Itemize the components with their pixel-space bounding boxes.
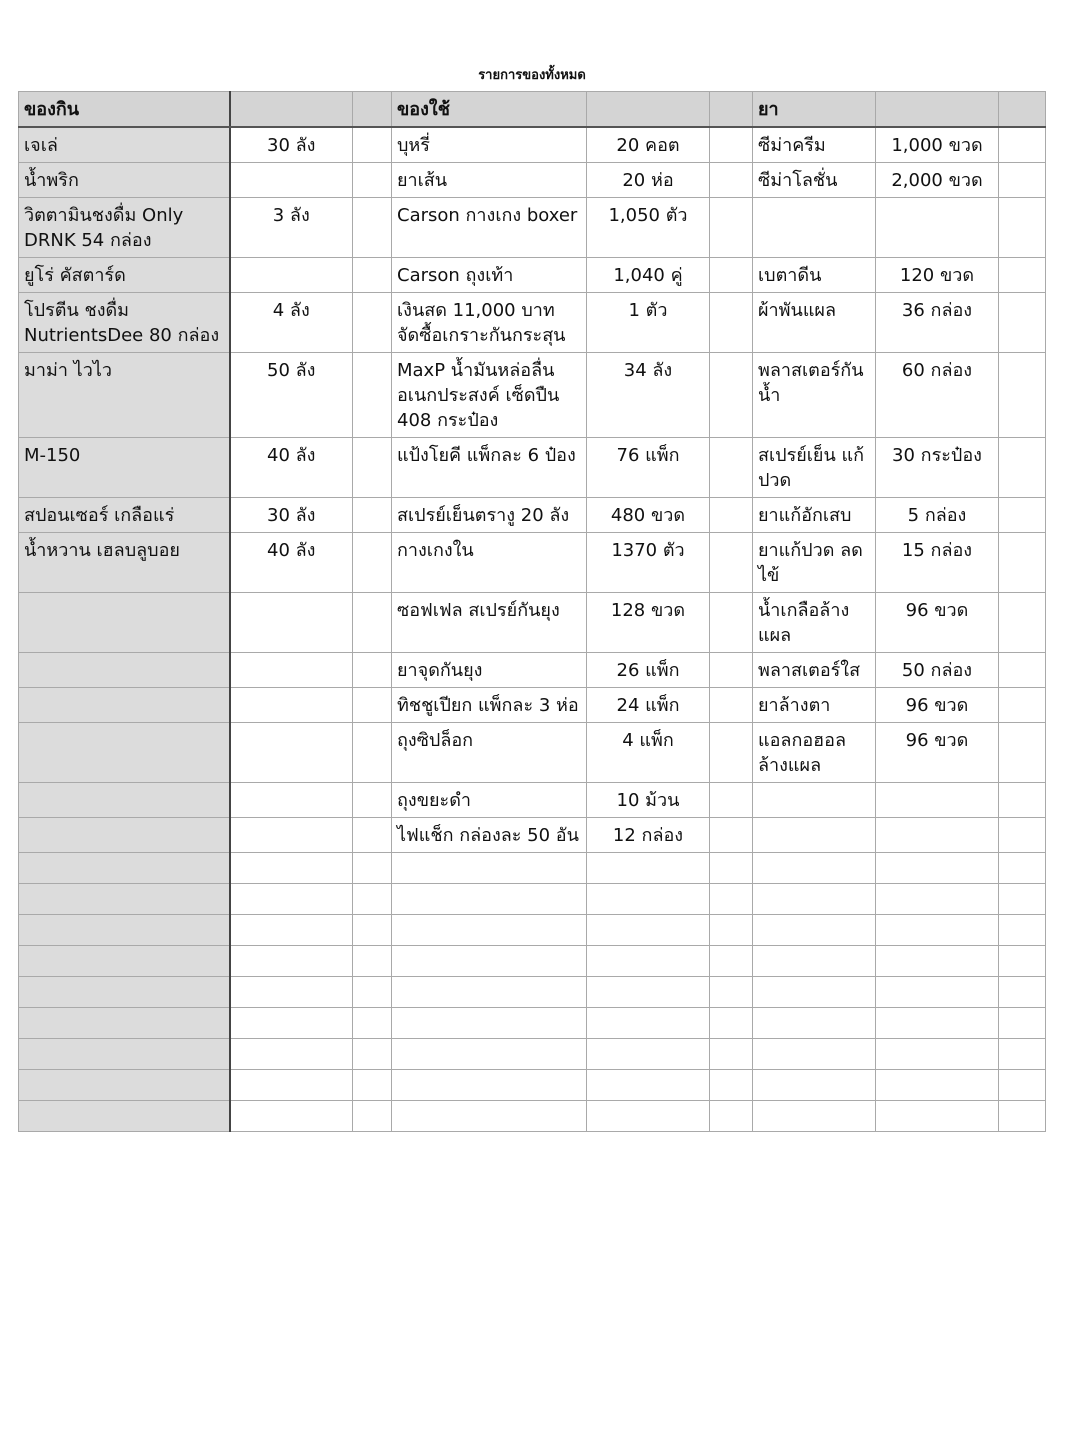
supplies-name-cell[interactable]: กางเกงใน [392,533,587,593]
empty-cell[interactable] [999,946,1046,977]
medicine-qty-cell[interactable] [876,198,999,258]
empty-cell[interactable] [876,1008,999,1039]
spacer-cell[interactable] [999,653,1046,688]
spacer-cell[interactable] [710,258,753,293]
empty-cell[interactable] [876,1070,999,1101]
empty-cell[interactable] [230,884,353,915]
empty-cell[interactable] [753,1039,876,1070]
food-name-cell[interactable] [19,688,230,723]
spacer-cell[interactable] [353,533,392,593]
table-row [19,783,1046,818]
table-row [19,127,1046,163]
empty-cell[interactable] [392,1101,587,1132]
spacer-cell[interactable] [353,818,392,853]
empty-row [19,853,1046,884]
empty-row [19,1039,1046,1070]
food-qty-cell[interactable]: 40 ลัง [230,438,353,498]
empty-cell[interactable] [353,853,392,884]
empty-cell[interactable] [999,1070,1046,1101]
empty-cell[interactable] [999,853,1046,884]
empty-cell[interactable] [392,915,587,946]
spacer-cell[interactable] [353,198,392,258]
empty-cell[interactable] [19,1070,230,1101]
medicine-name-cell[interactable] [753,783,876,818]
empty-cell[interactable] [353,1101,392,1132]
spacer-cell[interactable] [710,593,753,653]
food-qty-cell[interactable] [230,653,353,688]
medicine-name-cell[interactable]: ยาล้างตา [753,688,876,723]
food-name-cell[interactable]: น้ำหวาน เฮลบลูบอย [19,533,230,593]
supplies-qty-cell[interactable]: 480 ขวด [587,498,710,533]
table-row [19,438,1046,498]
medicine-name-cell[interactable]: สเปรย์เย็น แก้ปวด [753,438,876,498]
medicine-qty-cell[interactable]: 120 ขวด [876,258,999,293]
supplies-qty-cell[interactable]: 20 คอต [587,127,710,163]
table-row [19,533,1046,593]
empty-cell[interactable] [710,915,753,946]
empty-cell[interactable] [587,853,710,884]
header-medicine[interactable]: ยา [753,92,876,128]
spacer-cell[interactable] [999,258,1046,293]
spacer-cell[interactable] [710,818,753,853]
supplies-name-cell[interactable]: ยาเส้น [392,163,587,198]
supplies-qty-cell[interactable]: 128 ขวด [587,593,710,653]
food-name-cell[interactable]: มาม่า ไวไว [19,353,230,438]
empty-row [19,884,1046,915]
empty-cell[interactable] [230,1070,353,1101]
empty-cell[interactable] [999,1039,1046,1070]
empty-cell[interactable] [710,1039,753,1070]
supplies-qty-cell[interactable]: 34 ลัง [587,353,710,438]
empty-cell[interactable] [353,946,392,977]
spacer-cell[interactable] [999,593,1046,653]
medicine-name-cell[interactable]: ยาแก้อักเสบ [753,498,876,533]
spacer-cell[interactable] [353,127,392,163]
spacer-cell[interactable] [999,498,1046,533]
empty-cell[interactable] [587,946,710,977]
header-empty-cell[interactable] [230,92,353,128]
empty-cell[interactable] [876,915,999,946]
medicine-qty-cell[interactable]: 30 กระป๋อง [876,438,999,498]
empty-cell[interactable] [753,1070,876,1101]
header-supplies[interactable]: ของใช้ [392,92,587,128]
food-name-cell[interactable]: วิตตามินชงดื่ม Only DRNK 54 กล่อง [19,198,230,258]
empty-cell[interactable] [353,1008,392,1039]
header-empty-cell[interactable] [353,92,392,128]
food-name-cell[interactable] [19,818,230,853]
medicine-qty-cell[interactable]: 96 ขวด [876,688,999,723]
medicine-qty-cell[interactable]: 50 กล่อง [876,653,999,688]
supplies-qty-cell[interactable]: 1,040 คู่ [587,258,710,293]
empty-cell[interactable] [353,977,392,1008]
table-row [19,163,1046,198]
empty-cell[interactable] [753,915,876,946]
empty-cell[interactable] [876,977,999,1008]
empty-row [19,1101,1046,1132]
medicine-name-cell[interactable]: พลาสเตอร์ใส [753,653,876,688]
supplies-name-cell[interactable]: MaxP น้ำมันหล่อลื่นอเนกประสงค์ เซ็ดปืน 408 กระป๋อง [392,353,587,438]
food-qty-cell[interactable] [230,163,353,198]
empty-cell[interactable] [392,884,587,915]
header-food[interactable]: ของกิน [19,92,230,128]
food-name-cell[interactable] [19,783,230,818]
medicine-name-cell[interactable] [753,198,876,258]
empty-cell[interactable] [230,946,353,977]
empty-cell[interactable] [587,884,710,915]
header-row [19,92,1046,128]
header-empty-cell[interactable] [710,92,753,128]
spacer-cell[interactable] [999,723,1046,783]
medicine-name-cell[interactable]: ผ้าพันแผล [753,293,876,353]
food-name-cell[interactable] [19,593,230,653]
empty-cell[interactable] [710,884,753,915]
food-qty-cell[interactable] [230,723,353,783]
empty-cell[interactable] [876,884,999,915]
empty-row [19,915,1046,946]
supplies-name-cell[interactable]: แป้งโยคี แพ็กละ 6 ป๋อง [392,438,587,498]
medicine-name-cell[interactable]: น้ำเกลือล้างแผล [753,593,876,653]
empty-cell[interactable] [230,853,353,884]
empty-cell[interactable] [19,853,230,884]
spacer-cell[interactable] [353,653,392,688]
supplies-name-cell[interactable]: ไฟแช็ก กล่องละ 50 อัน [392,818,587,853]
empty-row [19,1070,1046,1101]
empty-cell[interactable] [753,853,876,884]
food-name-cell[interactable] [19,653,230,688]
empty-cell[interactable] [19,915,230,946]
spacer-cell[interactable] [710,293,753,353]
spacer-cell[interactable] [353,163,392,198]
supplies-name-cell[interactable]: เงินสด 11,000 บาท จัดซื้อเกราะกันกระสุน [392,293,587,353]
supplies-qty-cell[interactable]: 20 ห่อ [587,163,710,198]
table-row [19,498,1046,533]
supplies-name-cell[interactable]: ถุงซิปล็อก [392,723,587,783]
empty-cell[interactable] [587,977,710,1008]
empty-cell[interactable] [587,1039,710,1070]
empty-cell[interactable] [230,1008,353,1039]
spacer-cell[interactable] [999,353,1046,438]
medicine-qty-cell[interactable]: 36 กล่อง [876,293,999,353]
empty-cell[interactable] [710,1101,753,1132]
empty-cell[interactable] [999,1101,1046,1132]
spacer-cell[interactable] [353,593,392,653]
medicine-qty-cell[interactable]: 60 กล่อง [876,353,999,438]
spacer-cell[interactable] [999,127,1046,163]
spacer-cell[interactable] [999,818,1046,853]
table-row [19,688,1046,723]
food-name-cell[interactable]: เจเล่ [19,127,230,163]
supplies-name-cell[interactable]: ทิชชูเปียก แพ็กละ 3 ห่อ [392,688,587,723]
table-row [19,353,1046,438]
empty-cell[interactable] [392,1039,587,1070]
spacer-cell[interactable] [999,163,1046,198]
empty-cell[interactable] [19,977,230,1008]
food-qty-cell[interactable]: 40 ลัง [230,533,353,593]
spacer-cell[interactable] [999,438,1046,498]
medicine-name-cell[interactable]: เบตาดีน [753,258,876,293]
spacer-cell[interactable] [710,498,753,533]
spacer-cell[interactable] [710,438,753,498]
food-name-cell[interactable] [19,723,230,783]
spacer-cell[interactable] [353,688,392,723]
empty-cell[interactable] [876,1039,999,1070]
empty-cell[interactable] [392,946,587,977]
empty-cell[interactable] [587,915,710,946]
spacer-cell[interactable] [999,198,1046,258]
supplies-name-cell[interactable]: Carson กางเกง boxer [392,198,587,258]
medicine-name-cell[interactable]: ซีม่าโลชั่น [753,163,876,198]
spacer-cell[interactable] [710,723,753,783]
spacer-cell[interactable] [710,533,753,593]
empty-cell[interactable] [587,1101,710,1132]
medicine-name-cell[interactable]: ซีม่าครีม [753,127,876,163]
supplies-name-cell[interactable]: ถุงขยะดำ [392,783,587,818]
spacer-cell[interactable] [710,783,753,818]
empty-cell[interactable] [353,1070,392,1101]
supplies-name-cell[interactable]: ซอฟเฟล สเปรย์กันยุง [392,593,587,653]
header-empty-cell[interactable] [876,92,999,128]
empty-cell[interactable] [999,977,1046,1008]
medicine-qty-cell[interactable]: 15 กล่อง [876,533,999,593]
supplies-qty-cell[interactable]: 26 แพ็ก [587,653,710,688]
supplies-qty-cell[interactable]: 10 ม้วน [587,783,710,818]
empty-cell[interactable] [19,1101,230,1132]
table-row [19,593,1046,653]
empty-row [19,977,1046,1008]
spacer-cell[interactable] [999,688,1046,723]
empty-cell[interactable] [587,1008,710,1039]
empty-cell[interactable] [753,977,876,1008]
spacer-cell[interactable] [710,127,753,163]
supplies-qty-cell[interactable]: 24 แพ็ก [587,688,710,723]
items-table [18,91,1046,1132]
food-name-cell[interactable]: น้ำพริก [19,163,230,198]
medicine-name-cell[interactable]: แอลกอฮอล ล้างแผล [753,723,876,783]
spacer-cell[interactable] [353,723,392,783]
empty-cell[interactable] [230,1039,353,1070]
table-row [19,258,1046,293]
supplies-name-cell[interactable]: ยาจุดกันยุง [392,653,587,688]
empty-cell[interactable] [876,853,999,884]
spacer-cell[interactable] [999,293,1046,353]
supplies-qty-cell[interactable]: 1 ตัว [587,293,710,353]
food-qty-cell[interactable]: 50 ลัง [230,353,353,438]
medicine-qty-cell[interactable] [876,818,999,853]
spacer-cell[interactable] [710,198,753,258]
spacer-cell[interactable] [710,653,753,688]
header-empty-cell[interactable] [999,92,1046,128]
spacer-cell[interactable] [710,688,753,723]
empty-cell[interactable] [19,1039,230,1070]
header-empty-cell[interactable] [587,92,710,128]
medicine-qty-cell[interactable]: 5 กล่อง [876,498,999,533]
empty-cell[interactable] [876,946,999,977]
table-row [19,818,1046,853]
spacer-cell[interactable] [353,498,392,533]
food-name-cell[interactable]: โปรตีน ชงดื่ม NutrientsDee 80 กล่อง [19,293,230,353]
medicine-name-cell[interactable]: พลาสเตอร์กันน้ำ [753,353,876,438]
supplies-name-cell[interactable]: สเปรย์เย็นตรางู 20 ลัง [392,498,587,533]
spacer-cell[interactable] [353,293,392,353]
empty-cell[interactable] [999,1008,1046,1039]
spacer-cell[interactable] [353,783,392,818]
empty-cell[interactable] [710,1070,753,1101]
food-name-cell[interactable]: ยูโร่ คัสตาร์ด [19,258,230,293]
empty-cell[interactable] [19,884,230,915]
food-qty-cell[interactable] [230,783,353,818]
empty-cell[interactable] [753,946,876,977]
empty-row [19,1008,1046,1039]
spacer-cell[interactable] [999,533,1046,593]
medicine-qty-cell[interactable] [876,783,999,818]
empty-cell[interactable] [999,915,1046,946]
empty-cell[interactable] [753,1008,876,1039]
food-qty-cell[interactable]: 3 ลัง [230,198,353,258]
empty-cell[interactable] [392,1008,587,1039]
food-qty-cell[interactable] [230,688,353,723]
spacer-cell[interactable] [999,783,1046,818]
food-qty-cell[interactable]: 30 ลัง [230,127,353,163]
supplies-qty-cell[interactable]: 4 แพ็ก [587,723,710,783]
food-qty-cell[interactable] [230,818,353,853]
spacer-cell[interactable] [710,163,753,198]
supplies-qty-cell[interactable]: 1,050 ตัว [587,198,710,258]
table-row [19,723,1046,783]
supplies-name-cell[interactable]: Carson ถุงเท้า [392,258,587,293]
supplies-qty-cell[interactable]: 1370 ตัว [587,533,710,593]
spacer-cell[interactable] [353,353,392,438]
empty-cell[interactable] [710,977,753,1008]
medicine-qty-cell[interactable]: 96 ขวด [876,593,999,653]
empty-cell[interactable] [710,853,753,884]
medicine-name-cell[interactable]: ยาแก้ปวด ลดไข้ [753,533,876,593]
empty-cell[interactable] [353,915,392,946]
medicine-qty-cell[interactable]: 1,000 ขวด [876,127,999,163]
empty-cell[interactable] [876,1101,999,1132]
food-name-cell[interactable]: สปอนเซอร์ เกลือแร่ [19,498,230,533]
food-qty-cell[interactable] [230,593,353,653]
empty-cell[interactable] [353,1039,392,1070]
empty-cell[interactable] [710,946,753,977]
supplies-qty-cell[interactable]: 12 กล่อง [587,818,710,853]
supplies-name-cell[interactable]: บุหรี่ [392,127,587,163]
empty-cell[interactable] [753,1101,876,1132]
empty-cell[interactable] [392,1070,587,1101]
food-qty-cell[interactable]: 30 ลัง [230,498,353,533]
empty-cell[interactable] [999,884,1046,915]
empty-cell[interactable] [19,946,230,977]
supplies-qty-cell[interactable]: 76 แพ็ก [587,438,710,498]
table-row [19,293,1046,353]
empty-cell[interactable] [19,1008,230,1039]
table-row [19,198,1046,258]
medicine-name-cell[interactable] [753,818,876,853]
empty-cell[interactable] [392,977,587,1008]
table-row [19,653,1046,688]
empty-cell[interactable] [710,1008,753,1039]
food-name-cell[interactable]: M-150 [19,438,230,498]
food-qty-cell[interactable]: 4 ลัง [230,293,353,353]
empty-cell[interactable] [353,884,392,915]
empty-cell[interactable] [230,1101,353,1132]
food-qty-cell[interactable] [230,258,353,293]
empty-cell[interactable] [587,1070,710,1101]
spacer-cell[interactable] [353,438,392,498]
spacer-cell[interactable] [710,353,753,438]
document-title: รายการของทั้งหมด [478,68,586,83]
empty-cell[interactable] [753,884,876,915]
empty-cell[interactable] [392,853,587,884]
empty-cell[interactable] [230,977,353,1008]
medicine-qty-cell[interactable]: 2,000 ขวด [876,163,999,198]
empty-row [19,946,1046,977]
empty-cell[interactable] [230,915,353,946]
medicine-qty-cell[interactable]: 96 ขวด [876,723,999,783]
spacer-cell[interactable] [353,258,392,293]
